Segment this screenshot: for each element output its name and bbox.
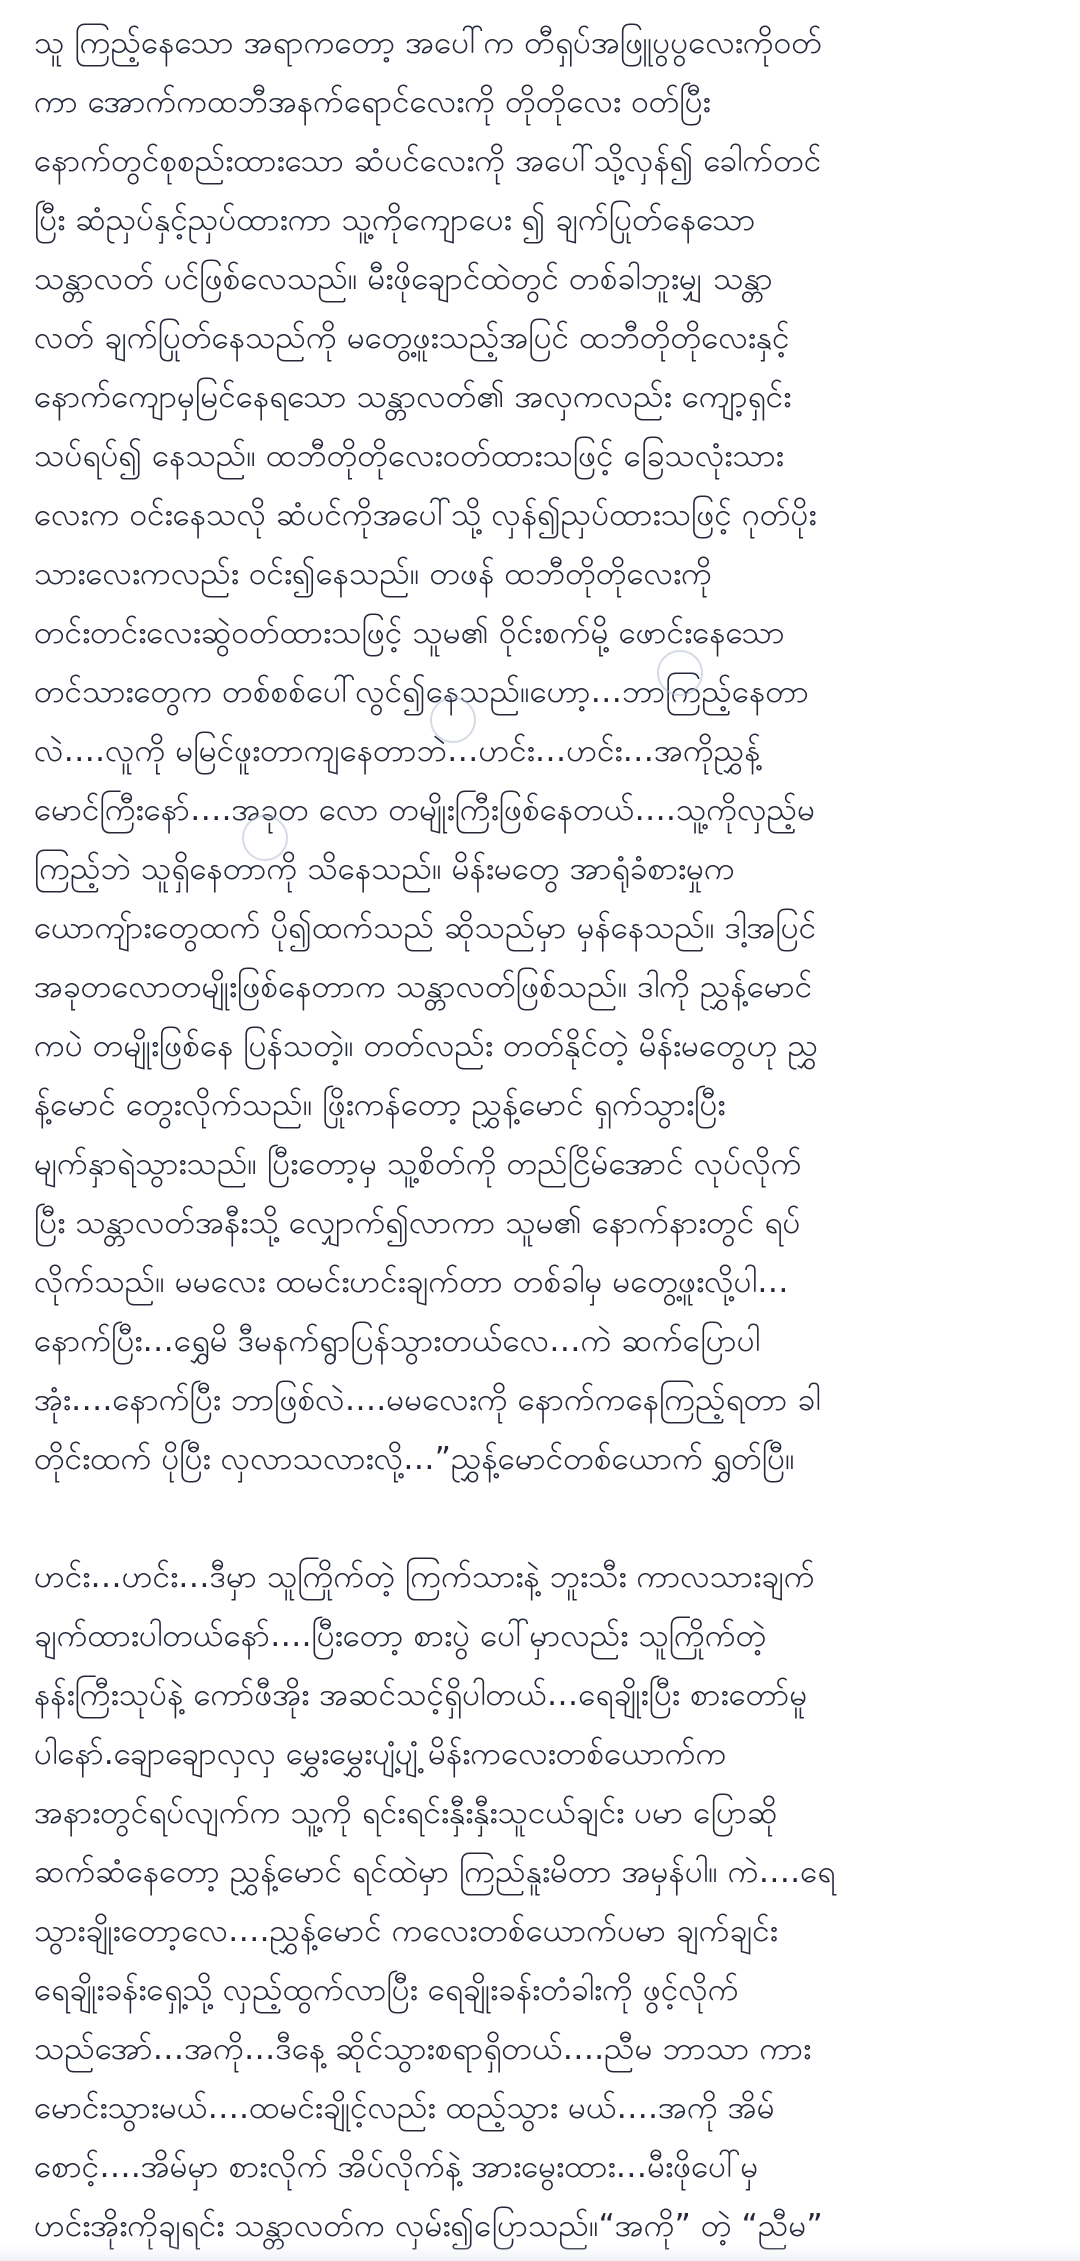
text-line: လိုက်သည်။ မမလေး ထမင်းဟင်းချက်တာ တစ်ခါမှ မတွေ့ဖူးလို့ပါ… bbox=[34, 1264, 789, 1300]
text-line: ယောကျ်ားတွေထက် ပို၍ထက်သည် ဆိုသည်မှာ မှန်နေသည်။ ဒါ့အပြင် bbox=[34, 910, 817, 946]
text-line: အုံး….နောက်ပြီး ဘာဖြစ်လဲ….မမလေးကို နောက်ကနေကြည့်ရတာ ခါ bbox=[34, 1382, 821, 1418]
story-text bbox=[34, 14, 1052, 2256]
text-line: ပါနော်.ချောချောလှလှ မွှေးမွှေးပျံ့ပျံ့ မိန်းကလေးတစ်ယောက်က bbox=[34, 1736, 727, 1772]
text-line: သန္တာလတ် ပင်ဖြစ်လေသည်။ မီးဖိုချောင်ထဲတွင် တစ်ခါဘူးမျှ သန္တာ bbox=[34, 261, 773, 297]
text-line: နောက်ကျောမှမြင်နေရသော သန္တာလတ်၏ အလှကလည်း ကျော့ရှင်း bbox=[34, 379, 792, 415]
text-line: မောင်းသွားမယ်….ထမင်းချိုင့်လည်း ထည့်သွား မယ်….အကို အိမ် bbox=[34, 2090, 775, 2126]
text-line: မျက်နှာရဲသွားသည်။ ပြီးတော့မှ သူ့စိတ်ကို တည်ငြိမ်အောင် လုပ်လိုက် bbox=[34, 1146, 802, 1182]
text-line: ဆက်ဆံနေတော့ ညွှန့်မောင် ရင်ထဲမှာ ကြည်နူးမိတာ အမှန်ပါ။ ကဲ….ရေ bbox=[34, 1854, 836, 1890]
text-line: လတ် ချက်ပြုတ်နေသည်ကို မတွေ့ဖူးသည့်အပြင် ထဘီတိုတိုလေးနှင့် bbox=[34, 320, 790, 356]
paragraph-1 bbox=[34, 14, 1052, 1489]
text-line: သားလေးကလည်း ဝင်း၍နေသည်။ တဖန် ထဘီတိုတိုလေးကို bbox=[34, 556, 713, 592]
text-line: ဟင်း…ဟင်း…ဒီမှာ သူကြိုက်တဲ့ ကြက်သားနဲ့ ဘူးသီး ကာလသားချက် bbox=[34, 1559, 815, 1595]
text-line: ပြီး ဆံညှပ်နှင့်ညှပ်ထားကာ သူ့ကိုကျောပေး ၍ ချက်ပြုတ်နေသော bbox=[34, 202, 756, 238]
text-line: ပြီး သန္တာလတ်အနီးသို့ လျှောက်၍လာကာ သူမ၏ နောက်နားတွင် ရပ် bbox=[34, 1205, 801, 1241]
text-line: နောက်တွင်စုစည်းထားသော ဆံပင်လေးကို အပေါ်သို့လှန်၍ ခေါက်တင် bbox=[34, 143, 822, 179]
text-line: တိုင်းထက် ပိုပြီး လှလာသလားလို့…”ညွှန့်မောင်တစ်ယောက် ရွှတ်ပြီ။ bbox=[34, 1441, 795, 1477]
text-line: န့်မောင် တွေးလိုက်သည်။ ဖြိုးကန်တော့ ညွှန့်မောင် ရှက်သွားပြီး bbox=[34, 1087, 726, 1123]
text-line: စောင့်….အိမ်မှာ စားလိုက် အိပ်လိုက်နဲ့ အားမွေးထား…မီးဖိုပေါ်မှ bbox=[34, 2149, 759, 2185]
text-line: သည်အော်…အကို…ဒီနေ့ ဆိုင်သွားစရာရှိတယ်….ညီမ ဘာသာ ကား bbox=[34, 2031, 812, 2067]
text-line: အခုတလောတမျိုးဖြစ်နေတာက သန္တာလတ်ဖြစ်သည်။ ဒါကို ညွှန့်မောင် bbox=[34, 969, 813, 1005]
text-line: လေးက ဝင်းနေသလို ဆံပင်ကိုအပေါ်သို့ လှန်၍ညှပ်ထားသဖြင့် ဂုတ်ပိုး bbox=[34, 497, 817, 533]
text-line: သွားချိုးတော့လေ….ညွှန့်မောင် ကလေးတစ်ယောက်ပမာ ချက်ချင်း bbox=[34, 1913, 778, 1949]
text-line: မောင်ကြီးနော်….အခုတ လော တမျိုးကြီးဖြစ်နေတယ်….သူ့ကိုလှည့်မ bbox=[34, 792, 816, 828]
text-line: ကြည့်ဘဲ သူရှိနေတာကို သိနေသည်။ မိန်းမတွေ အာရုံခံစားမှုက bbox=[34, 851, 735, 887]
text-line: အနားတွင်ရပ်လျက်က သူ့ကို ရင်းရင်းနှီးနှီးသူငယ်ချင်း ပမာ ပြောဆို bbox=[34, 1795, 778, 1831]
paragraph-2 bbox=[34, 1548, 1052, 2256]
text-line: ကာ အောက်ကထဘီအနက်ရောင်လေးကို တိုတိုလေး ဝတ်ပြီး bbox=[34, 84, 711, 120]
bottom-edge-shadow bbox=[0, 2245, 1080, 2261]
faint-circle-mark bbox=[430, 697, 476, 743]
text-line: ချက်ထားပါတယ်နော်….ပြီးတော့ စားပွဲ ပေါ်မှာလည်း သူကြိုက်တဲ့ bbox=[34, 1618, 767, 1654]
text-line: တင်းတင်းလေးဆွဲဝတ်ထားသဖြင့် သူမ၏ ဝိုင်းစက်မို့ ဖောင်းနေသော bbox=[34, 615, 785, 651]
text-line: တင်သားတွေက တစ်စစ်ပေါ်လွင်၍နေသည်။ဟော့…ဘာကြည့်နေတာ bbox=[34, 674, 809, 710]
text-line: ရေချိုးခန်းရှေ့သို့ လှည့်ထွက်လာပြီး ရေချိုးခန်းတံခါးကို ဖွင့်လိုက် bbox=[34, 1972, 739, 2008]
text-line: ဟင်းအိုးကိုချရင်း သန္တာလတ်က လှမ်း၍ပြောသည်။“အကို” တဲ့ “ညီမ” bbox=[34, 2208, 823, 2244]
text-line: သူ ကြည့်နေသော အရာကတော့ အပေါ်က တီရှပ်အဖြူပွပွလေးကိုဝတ် bbox=[34, 25, 823, 61]
paragraph-gap bbox=[34, 1489, 1052, 1548]
faint-circle-mark bbox=[242, 815, 288, 861]
text-line: လဲ….လူကို မမြင်ဖူးတာကျနေတာဘဲ…ဟင်း…ဟင်း…အကိုညွှန့် bbox=[34, 733, 761, 769]
faint-circle-mark bbox=[657, 650, 703, 696]
text-line: သပ်ရပ်၍ နေသည်။ ထဘီတိုတိုလေးဝတ်ထားသဖြင့် ခြေသလုံးသား bbox=[34, 438, 784, 474]
text-line: ကပဲ တမျိုးဖြစ်နေ ပြန်သတဲ့။ တတ်လည်း တတ်နိုင်တဲ့ မိန်းမတွေဟု ညွှ bbox=[34, 1028, 819, 1064]
text-line: နောက်ပြီး…ရွှေမိ ဒီမနက်ရွာပြန်သွားတယ်လေ…ကဲ ဆက်ပြောပါ bbox=[34, 1323, 761, 1359]
text-line: နန်းကြီးသုပ်နဲ့ ကော်ဖီအိုး အဆင်သင့်ရှိပါတယ်…ရေချိုးပြီး စားတော်မူ bbox=[34, 1677, 808, 1713]
